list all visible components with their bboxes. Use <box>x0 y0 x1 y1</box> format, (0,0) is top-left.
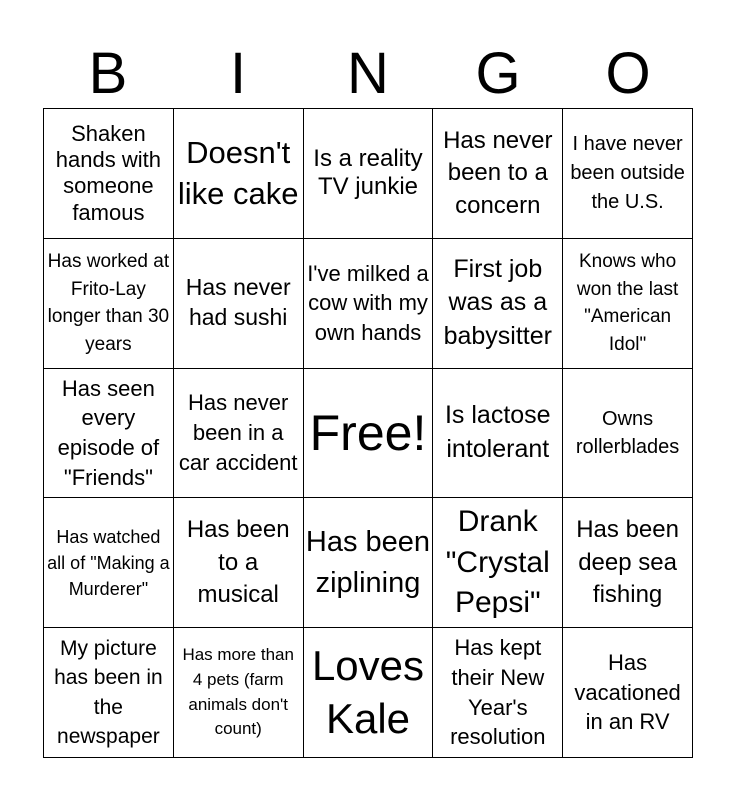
bingo-cell[interactable]: Has never been to a concern <box>433 109 563 239</box>
bingo-cell[interactable]: I've milked a cow with my own hands <box>304 239 434 369</box>
bingo-cell[interactable]: Loves Kale <box>304 628 434 758</box>
bingo-cell[interactable]: Has been to a musical <box>174 498 304 628</box>
bingo-cell[interactable]: Has been deep sea fishing <box>563 498 693 628</box>
bingo-cell[interactable]: Is lactose intolerant <box>433 369 563 499</box>
bingo-cell[interactable]: Doesn't like cake <box>174 109 304 239</box>
bingo-header <box>43 40 693 108</box>
free-space-cell[interactable]: Free! <box>304 369 434 499</box>
bingo-cell[interactable]: Drank "Crystal Pepsi" <box>433 498 563 628</box>
bingo-card <box>43 108 693 758</box>
bingo-cell[interactable]: Has been ziplining <box>304 498 434 628</box>
header-letter-g: G <box>475 41 521 106</box>
bingo-cell[interactable]: My picture has been in the newspaper <box>44 628 174 758</box>
bingo-cell[interactable]: Has seen every episode of "Friends" <box>44 369 174 499</box>
bingo-cell[interactable]: Has vacationed in an RV <box>563 628 693 758</box>
bingo-cell[interactable]: First job was as a babysitter <box>433 239 563 369</box>
bingo-cell[interactable]: Has more than 4 pets (farm animals don't count) <box>174 628 304 758</box>
bingo-cell[interactable]: Has never been in a car accident <box>174 369 304 499</box>
header-letter-b: B <box>88 41 128 106</box>
bingo-cell[interactable]: Is a reality TV junkie <box>304 109 434 239</box>
bingo-cell[interactable]: I have never been outside the U.S. <box>563 109 693 239</box>
bingo-cell[interactable]: Owns rollerblades <box>563 369 693 499</box>
header-letter-i: I <box>229 41 247 106</box>
header-letter-o: O <box>605 41 651 106</box>
header-letter-n: N <box>347 41 389 106</box>
bingo-cell[interactable]: Shaken hands with someone famous <box>44 109 174 239</box>
bingo-cell[interactable]: Has worked at Frito-Lay longer than 30 years <box>44 239 174 369</box>
bingo-cell[interactable]: Knows who won the last "American Idol" <box>563 239 693 369</box>
bingo-cell[interactable]: Has watched all of "Making a Murderer" <box>44 498 174 628</box>
bingo-cell[interactable]: Has never had sushi <box>174 239 304 369</box>
bingo-cell[interactable]: Has kept their New Year's resolution <box>433 628 563 758</box>
